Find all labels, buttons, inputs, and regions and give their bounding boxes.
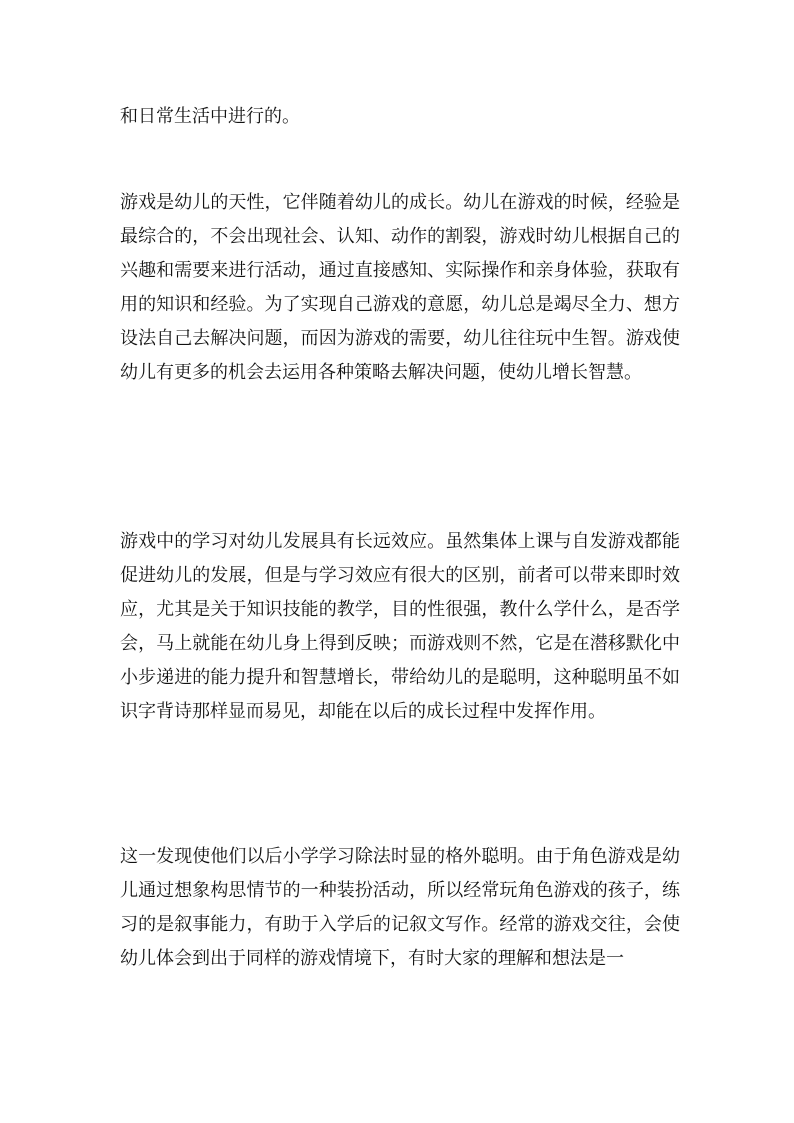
paragraph-discovery: 这一发现使他们以后小学学习除法时显的格外聪明。由于角色游戏是幼儿通过想象构思情节的一种装扮活动，所以经常玩角色游戏的孩子，练习的是叙事能力，有助于入学后的记叙文写作。经常的游戏交往，会使幼儿体会到出于同样的游戏情境下，有时大家的理解和想法是一 xyxy=(120,846,680,969)
paragraph-continuation: 和日常生活中进行的。 xyxy=(120,106,300,127)
paragraph-play-nature: 游戏是幼儿的天性，它伴随着幼儿的成长。幼儿在游戏的时候，经验是最综合的，不会出现社会、认知、动作的割裂，游戏时幼儿根据自己的兴趣和需要来进行活动，通过直接感知、实际操作和亲身体验，获取有用的知识和经验。为了实现自己游戏的意愿，幼儿总是竭尽全力、想方设法自己去解决问题，而因为游戏的需要，幼儿往往玩中生智。游戏使幼儿有更多的机会去运用各种策略去解决问题，使幼儿增长智慧。 xyxy=(120,192,680,383)
paragraph-long-term-effect: 游戏中的学习对幼儿发展具有长远效应。虽然集体上课与自发游戏都能促进幼儿的发展，但是与学习效应有很大的区别，前者可以带来即时效应，尤其是关于知识技能的教学，目的性很强，教什么学什么，是否学会，马上就能在幼儿身上得到反映；而游戏则不然，它是在潜移默化中小步递进的能力提升和智慧增长，带给幼儿的是聪明，这种聪明虽不如识字背诗那样显而易见，却能在以后的成长过程中发挥作用。 xyxy=(120,531,680,722)
